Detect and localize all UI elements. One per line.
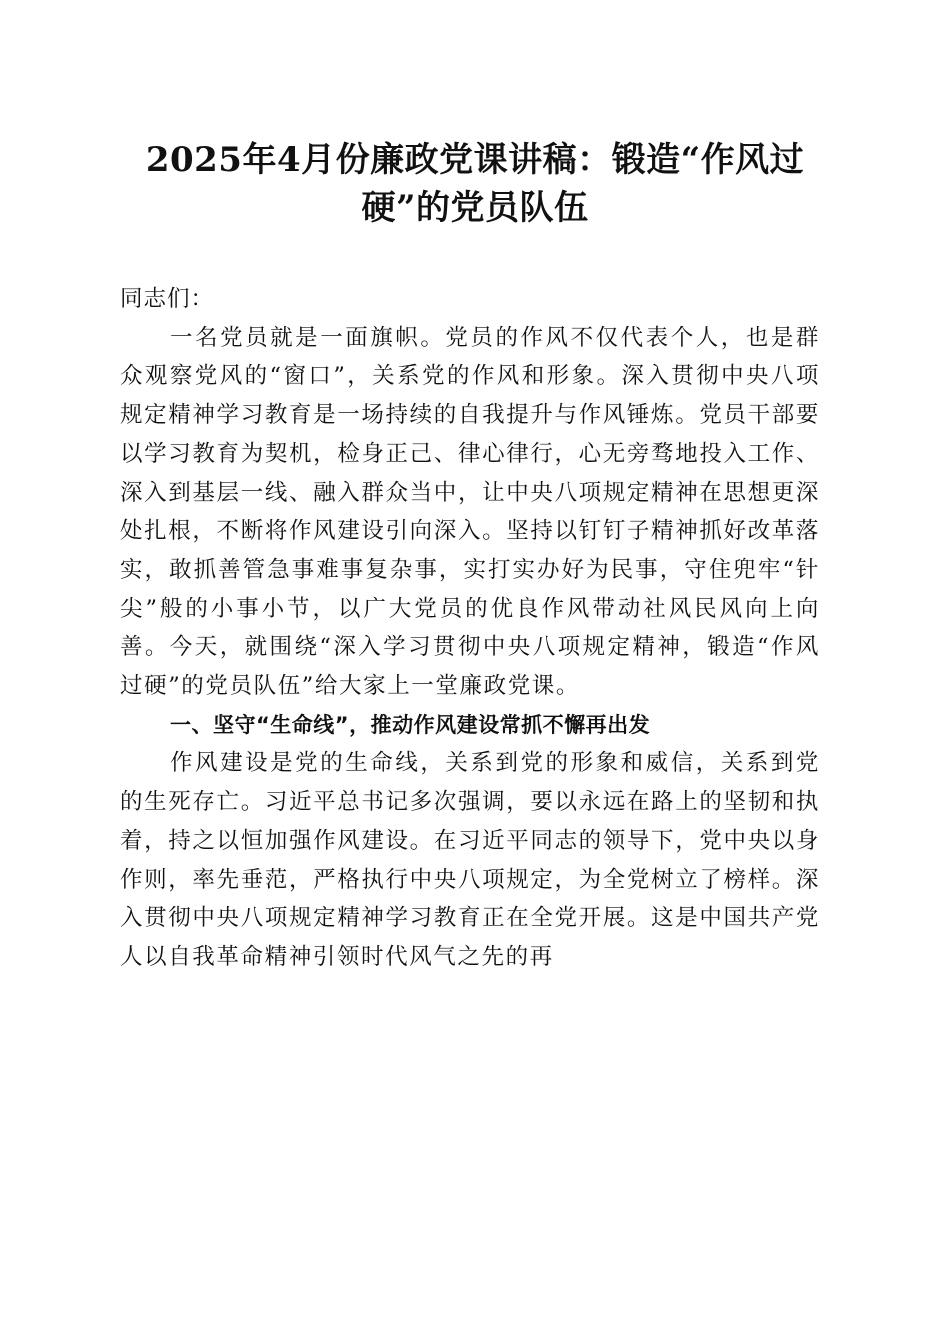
intro-paragraph: 一名党员就是一面旗帜。党员的作风不仅代表个人，也是群众观察党风的“窗口”，关系党的作风和形象。深入贯彻中央八项规定精神学习教育是一场持续的自我提升与作风锤炼。党员干部要以学习教育为契机，检身正己、律心律行，心无旁骛地投入工作、深入到基层一线、融入群众当中，让中央八项规定精神在思想更深处扎根，不断将作风建设引向深入。坚持以钉钉子精神抓好改革落实，敢抓善管急事难事复杂事，实打实办好为民事，守住兜牢“针尖”般的小事小节，以广大党员的优良作风带动社风民风向上向善。今天，就围绕“深入学习贯彻中央八项规定精神，锻造“作风过硬”的党员队伍”给大家上一堂廉政党课。 — [120, 324, 820, 700]
document-body — [120, 280, 820, 977]
salutation: 同志们： — [120, 286, 215, 312]
document-title: 2025年4月份廉政党课讲稿：锻造“作风过硬”的党员队伍 — [145, 140, 805, 228]
section-paragraph: 作风建设是党的生命线，关系到党的形象和威信，关系到党的生死存亡。习近平总书记多次强调，要以永远在路上的坚韧和执着，持之以恒加强作风建设。在习近平同志的领导下，党中央以身作则，率先垂范，严格执行中央八项规定，为全党树立了榜样。深入贯彻中央八项规定精神学习教育正在全党开展。这是中国共产党人以自我革命精神引领时代风气之先的再 — [120, 750, 820, 970]
section-heading: 一、坚守“生命线”，推动作风建设常抓不懈再出发 — [170, 712, 651, 737]
